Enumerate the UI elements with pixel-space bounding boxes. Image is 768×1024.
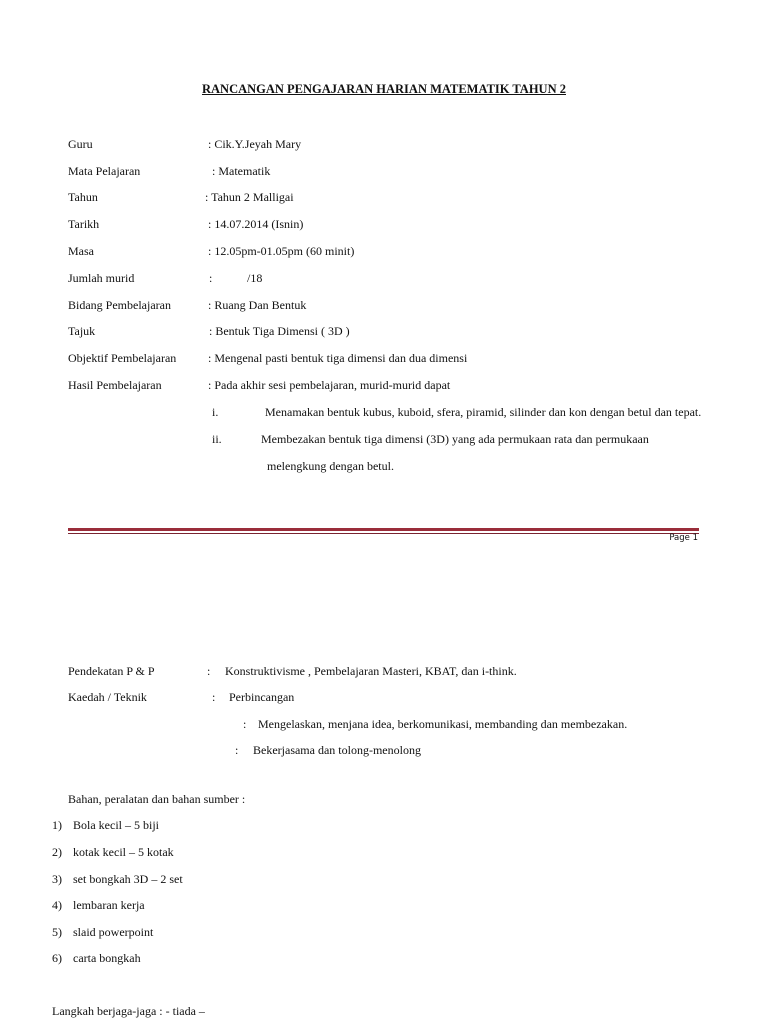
colon-kaedah-3: : (235, 743, 239, 757)
label-mata-pelajaran: Mata Pelajaran (68, 164, 141, 178)
materials-number-3: 3) (52, 872, 62, 886)
outcome-text-1: Menamakan bentuk kubus, kuboid, sfera, piramid, silinder dan kon dengan betul dan tepat. (265, 405, 702, 419)
label-tarikh: Tarikh (68, 217, 100, 231)
outcome-text-2: Membezakan bentuk tiga dimensi (3D) yang ada permukaan rata dan permukaan (261, 432, 649, 446)
materials-item-3: set bongkah 3D – 2 set (73, 872, 183, 886)
materials-item-2: kotak kecil – 5 kotak (73, 845, 174, 859)
colon-kaedah-2: : (243, 717, 247, 731)
colon-jumlah-murid: : (209, 271, 213, 285)
materials-number-1: 1) (52, 818, 62, 832)
footer-rule (68, 528, 699, 531)
outcome-number-1: i. (212, 405, 219, 419)
page-number: Page 1 (669, 533, 698, 543)
value-bidang-pembelajaran: : Ruang Dan Bentuk (208, 298, 307, 312)
label-hasil-pembelajaran: Hasil Pembelajaran (68, 378, 162, 392)
outcome-text-2-continuation: melengkung dengan betul. (267, 459, 394, 473)
value-kaedah-2: Mengelaskan, menjana idea, berkomunikasi, membanding dan membezakan. (258, 717, 628, 731)
label-tahun: Tahun (68, 190, 98, 204)
precaution-text: Langkah berjaga-jaga : - tiada – (52, 1004, 205, 1018)
label-bidang-pembelajaran: Bidang Pembelajaran (68, 298, 171, 312)
label-masa: Masa (68, 244, 94, 258)
materials-item-5: slaid powerpoint (73, 925, 154, 939)
value-mata-pelajaran: : Matematik (212, 164, 271, 178)
value-tarikh: : 14.07.2014 (Isnin) (208, 217, 304, 231)
materials-number-6: 6) (52, 951, 62, 965)
value-hasil-pembelajaran: : Pada akhir sesi pembelajaran, murid-murid dapat (208, 378, 451, 392)
value-jumlah-murid: /18 (247, 271, 263, 285)
label-pendekatan: Pendekatan P & P (68, 664, 155, 678)
colon-kaedah: : (212, 690, 216, 704)
label-tajuk: Tajuk (68, 324, 96, 338)
value-kaedah-3: Bekerjasama dan tolong-menolong (253, 743, 421, 757)
document-title: RANCANGAN PENGAJARAN HARIAN MATEMATIK TAHUN 2 (201, 82, 566, 96)
footer-rule-thin (68, 533, 699, 534)
value-tahun: : Tahun 2 Malligai (205, 190, 294, 204)
label-guru: Guru (68, 137, 93, 151)
materials-item-4: lembaran kerja (73, 898, 145, 912)
value-guru: : Cik.Y.Jeyah Mary (208, 137, 302, 151)
value-pendekatan: Konstruktivisme , Pembelajaran Masteri, KBAT, dan i-think. (225, 664, 517, 678)
materials-number-4: 4) (52, 898, 62, 912)
value-masa: : 12.05pm-01.05pm (60 minit) (208, 244, 355, 258)
materials-number-2: 2) (52, 845, 62, 859)
materials-item-6: carta bongkah (73, 951, 141, 965)
materials-number-5: 5) (52, 925, 62, 939)
value-tajuk: : Bentuk Tiga Dimensi ( 3D ) (209, 324, 350, 338)
value-kaedah: Perbincangan (229, 690, 295, 704)
materials-item-1: Bola kecil – 5 biji (73, 818, 159, 832)
colon-pendekatan: : (207, 664, 211, 678)
label-jumlah-murid: Jumlah murid (68, 271, 135, 285)
materials-heading: Bahan, peralatan dan bahan sumber : (68, 792, 246, 806)
label-kaedah: Kaedah / Teknik (68, 690, 147, 704)
label-objektif-pembelajaran: Objektif Pembelajaran (68, 351, 177, 365)
outcome-number-2: ii. (212, 432, 222, 446)
value-objektif-pembelajaran: : Mengenal pasti bentuk tiga dimensi dan dua dimensi (208, 351, 468, 365)
